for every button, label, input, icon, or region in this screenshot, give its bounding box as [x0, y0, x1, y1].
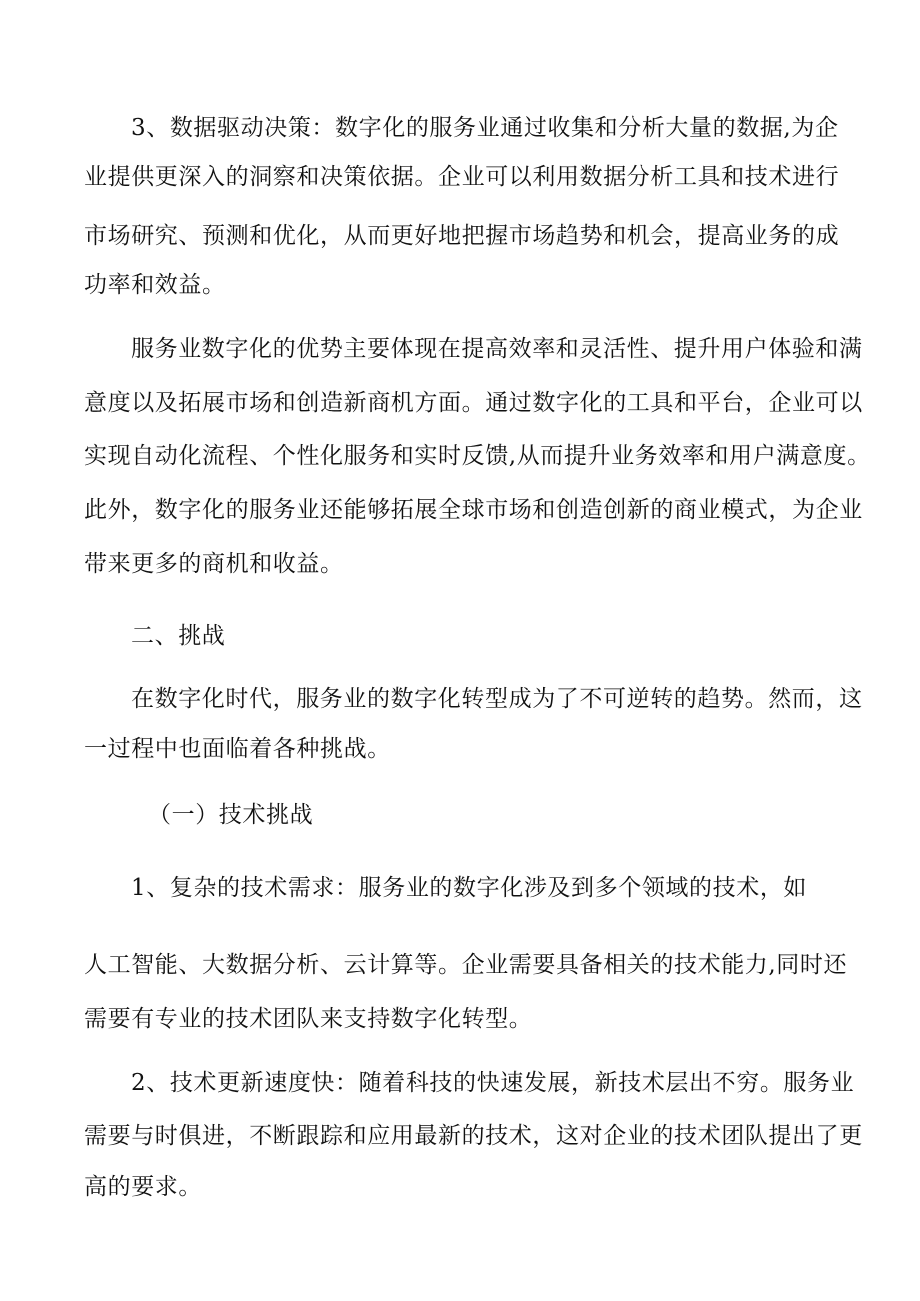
section-heading: 二、挑战 — [131, 623, 226, 649]
paragraph-line: 在数字化时代，服务业的数字化转型成为了不可逆转的趋势。然而，这 — [131, 686, 863, 712]
paragraph-line: 市场研究、预测和优化，从而更好地把握市场趋势和机会，提高业务的成 — [84, 223, 840, 249]
paragraph-line: 此外，数字化的服务业还能够拓展全球市场和创造创新的商业模式，为企业 — [84, 497, 863, 523]
subsection-heading: （一）技术挑战 — [148, 802, 314, 828]
paragraph-line: 需要与时俱进，不断跟踪和应用最新的技术，这对企业的技术团队提出了更 — [84, 1123, 863, 1149]
paragraph-line: 3、数据驱动决策：数字化的服务业通过收集和分析大量的数据,为企 — [131, 115, 839, 141]
paragraph-line: 实现自动化流程、个性化服务和实时反馈,从而提升业务效率和用户满意度。 — [84, 443, 871, 469]
paragraph-line: 2、技术更新速度快：随着科技的快速发展，新技术层出不穷。服务业 — [131, 1070, 855, 1096]
paragraph-line: 一过程中也面临着各种挑战。 — [84, 736, 391, 762]
paragraph-line: 高的要求。 — [84, 1174, 202, 1200]
paragraph-line: 需要有专业的技术团队来支持数字化转型。 — [84, 1006, 533, 1032]
paragraph-line: 业提供更深入的洞察和决策依据。企业可以利用数据分析工具和技术进行 — [84, 164, 840, 190]
paragraph-line: 人工智能、大数据分析、云计算等。企业需要具备相关的技术能力,同时还 — [84, 952, 848, 978]
paragraph-line: 1、复杂的技术需求：服务业的数字化涉及到多个领域的技术，如 — [131, 875, 808, 901]
paragraph-line: 意度以及拓展市场和创造新商机方面。通过数字化的工具和平台，企业可以 — [84, 390, 863, 416]
paragraph-line: 功率和效益。 — [84, 272, 226, 298]
paragraph-line: 带来更多的商机和收益。 — [84, 551, 344, 577]
paragraph-line: 服务业数字化的优势主要体现在提高效率和灵活性、提升用户体验和满 — [131, 336, 863, 362]
